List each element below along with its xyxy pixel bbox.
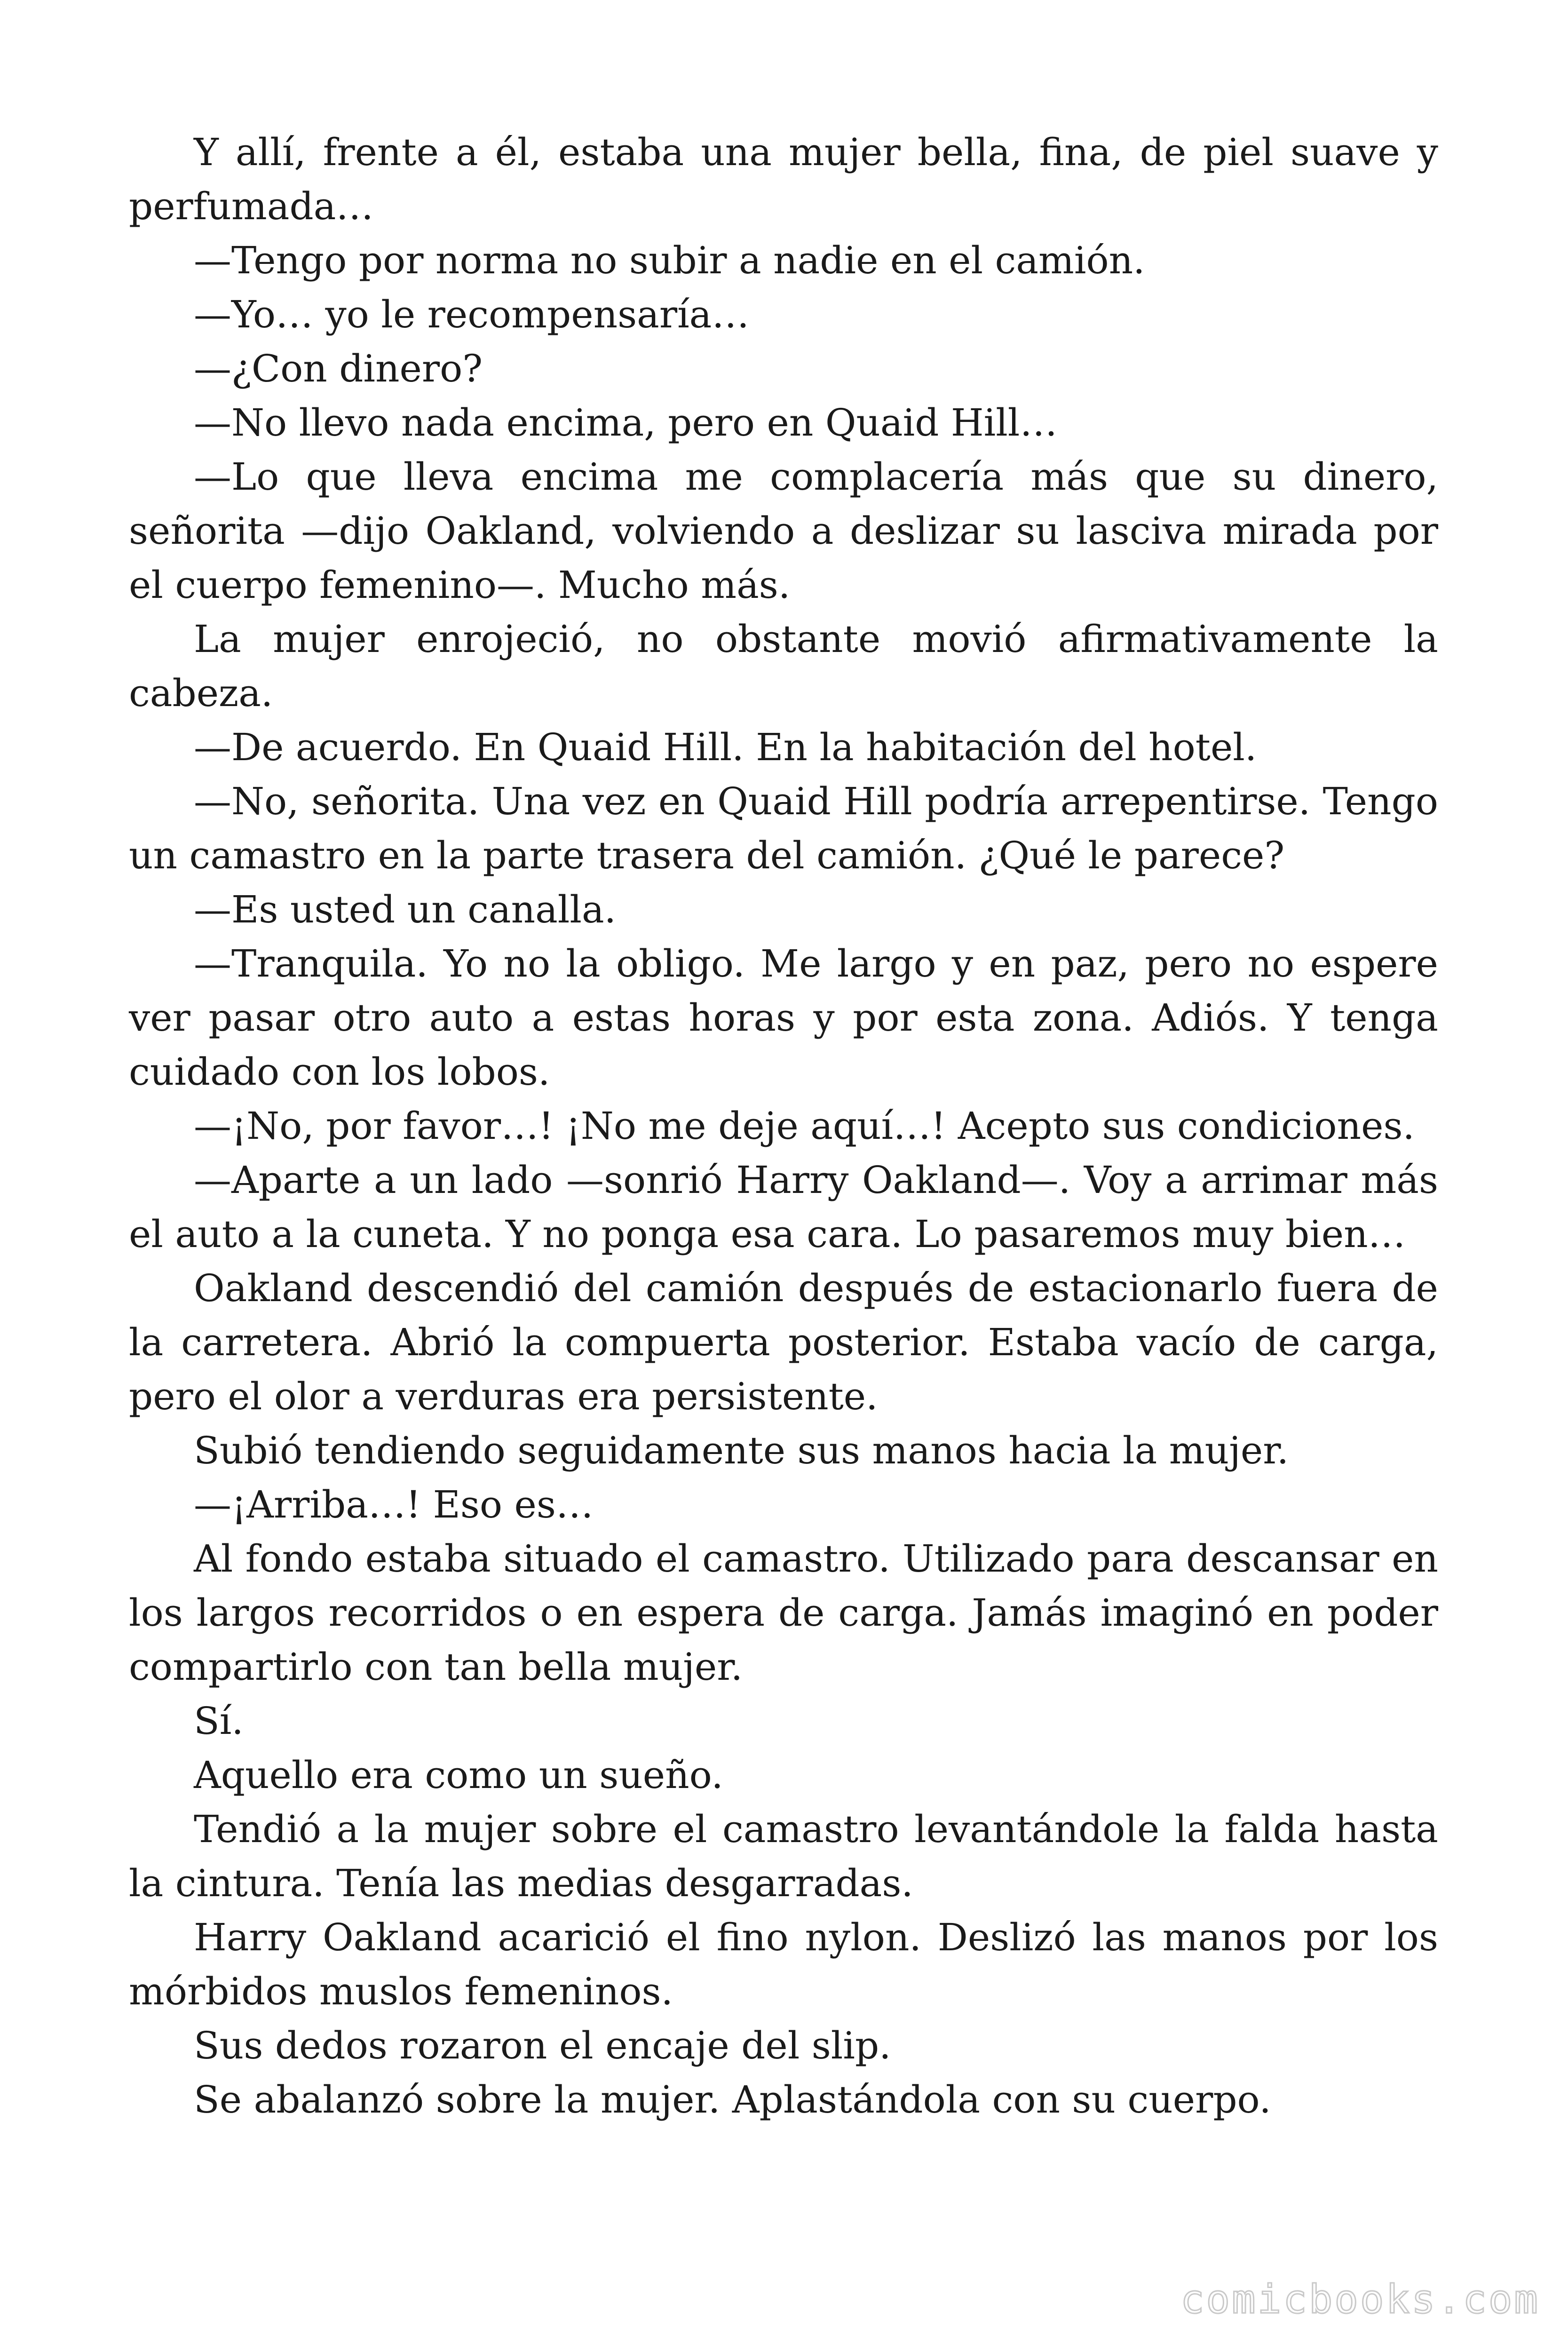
paragraph: Subió tendiendo seguidamente sus manos hacia la mujer. — [194, 1429, 1289, 1472]
paragraph: —Tengo por norma no subir a nadie en el camión. — [194, 238, 1145, 282]
paragraph: —¿Con dinero? — [194, 347, 483, 390]
paragraph: Se abalanzó sobre la mujer. Aplastándola con su cuerpo. — [194, 2078, 1271, 2122]
paragraph: —Aparte a un lado —sonrió Harry Oakland—. Voy a arrimar más el auto a la cuneta. Y no ponga esa cara. Lo pasaremos muy bien… — [129, 1158, 1438, 1256]
paragraph: Oakland descendió del camión después de estacionarlo fuera de la carretera. Abrió la compuerta posterior. Estaba vacío de carga, pero el olor a verduras era persistente. — [129, 1266, 1438, 1418]
paragraph: Sí. — [194, 1699, 244, 1743]
paragraph: Aquello era como un sueño. — [194, 1753, 723, 1797]
paragraph: —¡No, por favor…! ¡No me deje aquí…! Acepto sus condiciones. — [194, 1104, 1415, 1148]
paragraph: —Tranquila. Yo no la obligo. Me largo y en paz, pero no espere ver pasar otro auto a estas horas y por esta zona. Adiós. Y tenga cuidado con los lobos. — [129, 942, 1438, 1094]
paragraph: —Lo que lleva encima me complacería más que su dinero, señorita —dijo Oakland, volviendo a deslizar su lasciva mirada por el cuerpo femenino—. Mucho más. — [129, 455, 1438, 607]
paragraph: Sus dedos rozaron el encaje del slip. — [194, 2024, 891, 2067]
watermark-logo: comicbooks.com — [1180, 2276, 1540, 2322]
paragraph: Y allí, frente a él, estaba una mujer bella, fina, de piel suave y perfumada… — [129, 130, 1438, 228]
paragraph: —De acuerdo. En Quaid Hill. En la habitación del hotel. — [194, 725, 1257, 769]
book-page-text — [129, 125, 1438, 2127]
paragraph: —¡Arriba…! Eso es… — [194, 1483, 594, 1526]
paragraph: —Es usted un canalla. — [194, 888, 617, 931]
paragraph: Al fondo estaba situado el camastro. Utilizado para descansar en los largos recorridos o en espera de carga. Jamás imaginó en poder compartirlo con tan bella mujer. — [129, 1537, 1438, 1689]
paragraph: —No llevo nada encima, pero en Quaid Hill… — [194, 401, 1058, 445]
paragraph: —Yo… yo le recompensaría… — [194, 293, 750, 336]
paragraph: Harry Oakland acarició el fino nylon. Deslizó las manos por los mórbidos muslos femeninos. — [129, 1915, 1438, 2013]
paragraph: —No, señorita. Una vez en Quaid Hill podría arrepentirse. Tengo un camastro en la parte trasera del camión. ¿Qué le parece? — [129, 779, 1438, 877]
paragraph: Tendió a la mujer sobre el camastro levantándole la falda hasta la cintura. Tenía las medias desgarradas. — [129, 1807, 1438, 1905]
paragraph: La mujer enrojeció, no obstante movió afirmativamente la cabeza. — [129, 617, 1438, 715]
